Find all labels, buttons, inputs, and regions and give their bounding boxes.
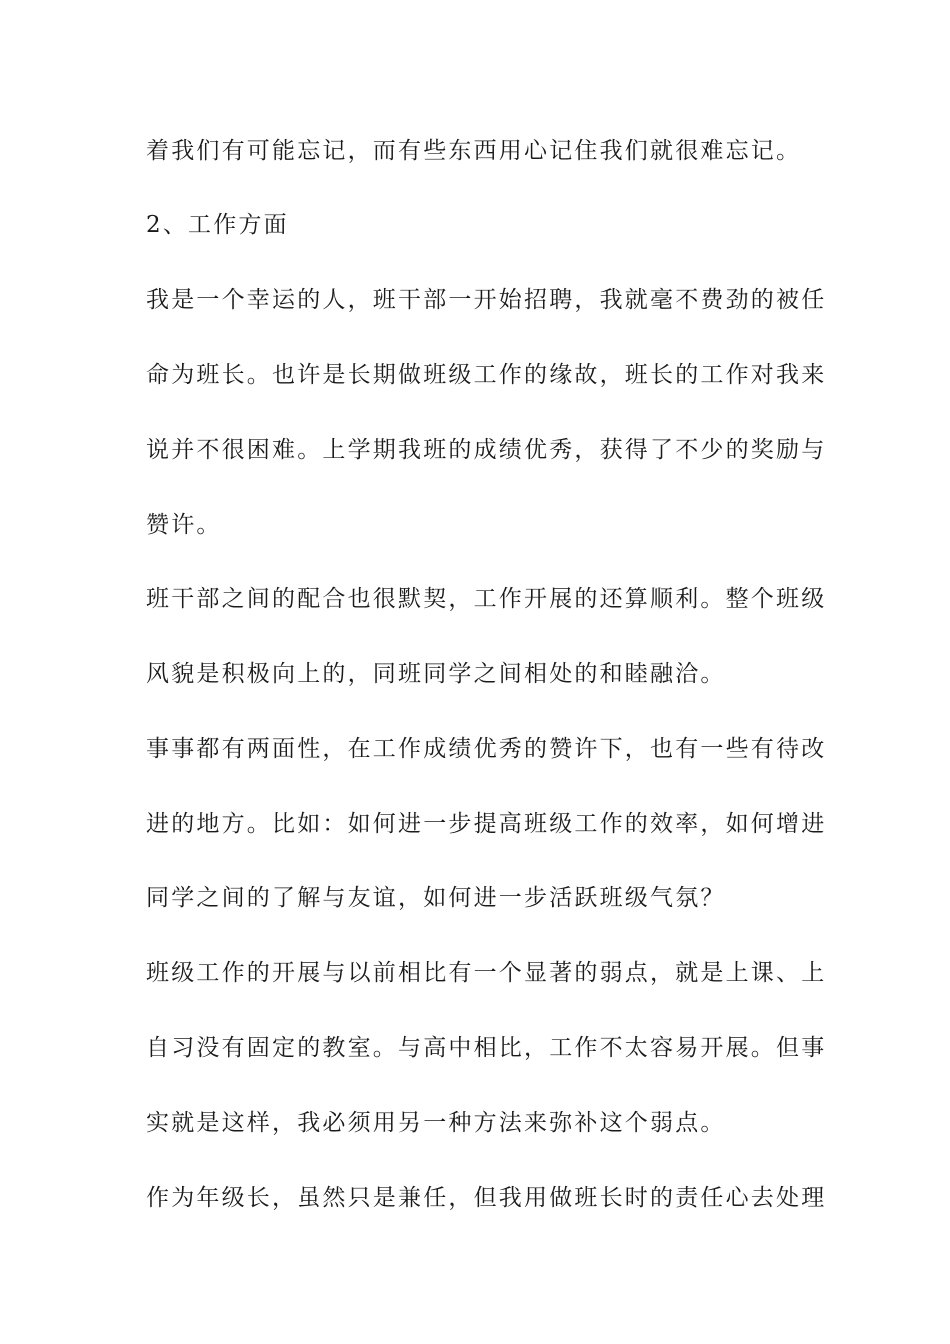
text-line: 班级工作的开展与以前相比有一个显著的弱点，就是上课、上 bbox=[146, 960, 827, 986]
text-line: 自习没有固定的教室。与高中相比，工作不太容易开展。但事 bbox=[146, 1035, 827, 1061]
text-line: 作为年级长，虽然只是兼任，但我用做班长时的责任心去处理 bbox=[146, 1185, 827, 1211]
text-line: 风貌是积极向上的，同班同学之间相处的和睦融洽。 bbox=[146, 661, 726, 687]
text-line: 班干部之间的配合也很默契，工作开展的还算顺利。整个班级 bbox=[146, 586, 827, 612]
text-line: 说并不很困难。上学期我班的成绩优秀，获得了不少的奖励与 bbox=[146, 437, 827, 463]
text-line: 命为班长。也许是长期做班级工作的缘故，班长的工作对我来 bbox=[146, 362, 827, 388]
text-line: 事事都有两面性，在工作成绩优秀的赞许下，也有一些有待改 bbox=[146, 736, 827, 762]
text-line: 实就是这样，我必须用另一种方法来弥补这个弱点。 bbox=[146, 1110, 726, 1136]
text-line: 赞许。 bbox=[146, 512, 222, 538]
text-line: 着我们有可能忘记，而有些东西用心记住我们就很难忘记。 bbox=[146, 138, 802, 164]
text-line: 同学之间的了解与友谊，如何进一步活跃班级气氛？ bbox=[146, 885, 726, 911]
section-heading: 2、工作方面 bbox=[146, 212, 289, 238]
text-line: 我是一个幸运的人，班干部一开始招聘，我就毫不费劲的被任 bbox=[146, 287, 827, 313]
text-line: 进的地方。比如：如何进一步提高班级工作的效率，如何增进 bbox=[146, 811, 827, 837]
